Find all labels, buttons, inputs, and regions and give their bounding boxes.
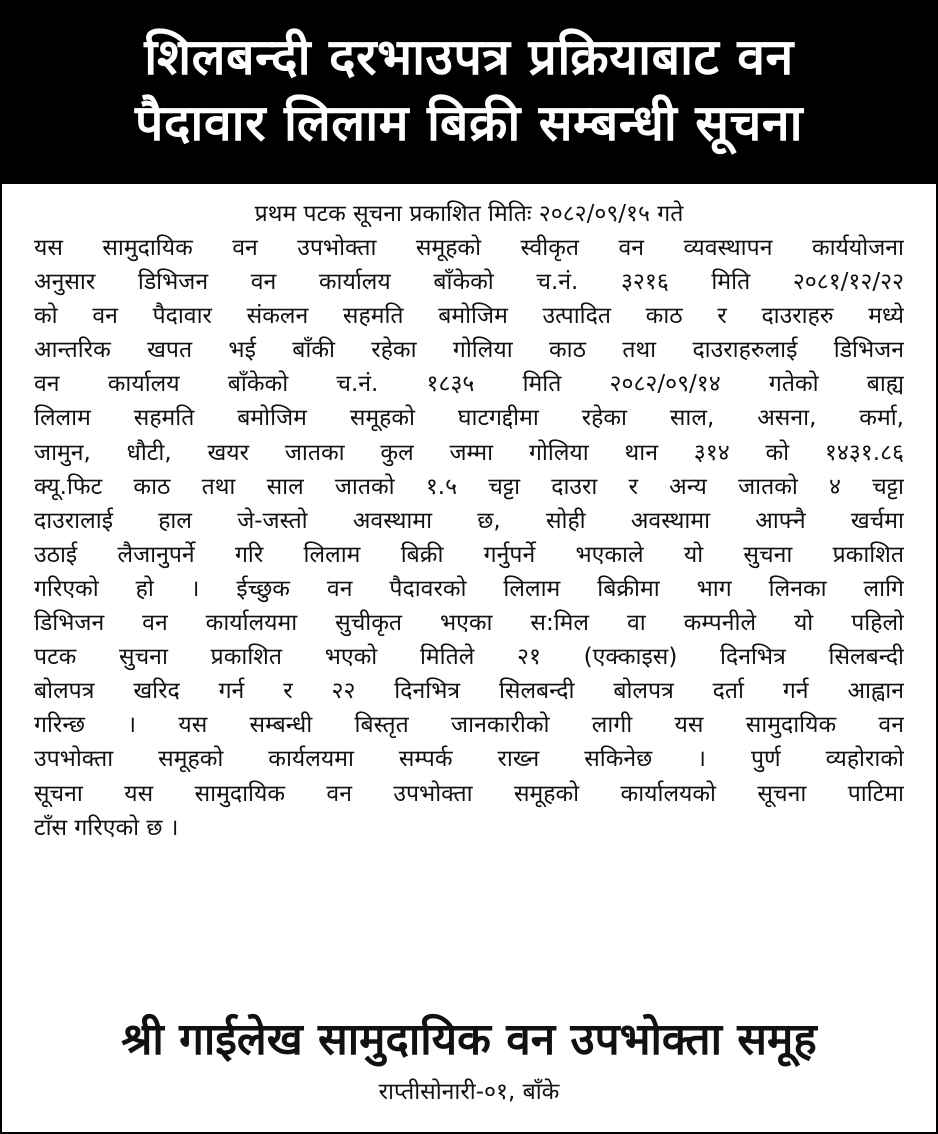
body-line: वन कार्यालय बाँकेको च.नं. १८३५ मिति २०८२/०९/१४ गतेको बाह्य: [34, 371, 904, 398]
body-line: यस सामुदायिक वन उपभोक्ता समूहको स्वीकृत वन व्यवस्थापन कार्ययोजना: [34, 235, 904, 261]
body-line: को वन पैदावार संकलन सहमति बमोजिम उत्पादित काठ र दाउराहरु मध्ये: [34, 303, 904, 330]
notice-title-line-2: पैदावार लिलाम बिक्री सम्बन्धी सूचना: [134, 94, 804, 152]
notice-body: [34, 197, 904, 845]
body-line: गरिएको हो । ईच्छुक वन पैदावरको लिलाम बिक्रीमा भाग लिनका लागि: [34, 575, 904, 602]
body-line: पटक सुचना प्रकाशित भएको मितिले २१ (एक्काइस) दिनभित्र सिलबन्दी: [34, 644, 904, 671]
body-line: अनुसार डिभिजन वन कार्यालय बाँकेको च.नं. ३२१६ मिति २०८१/१२/२२: [34, 269, 904, 296]
notice-header: [2, 2, 936, 184]
body-line: जामुन, धौटी, खयर जातका कुल जम्मा गोलिया थान ३१४ को १४३१.८६: [34, 439, 904, 466]
body-line: लिलाम सहमति बमोजिम समूहको घाटगद्दीमा रहेका साल, असना, कर्मा,: [34, 405, 904, 432]
body-line: आन्तरिक खपत भई बाँकी रहेका गोलिया काठ तथा दाउराहरुलाई डिभिजन: [34, 337, 904, 364]
body-line: दाउरालाई हाल जे-जस्तो अवस्थामा छ, सोही अवस्थामा आफ्नै खर्चमा: [34, 507, 904, 534]
publication-date: प्रथम पटक सूचना प्रकाशित मितिः २०८२/०९/१५ गते: [254, 201, 684, 227]
body-line: उठाई लैजानुपर्ने गरि लिलाम बिक्री गर्नुपर्ने भएकाले यो सुचना प्रकाशित: [34, 541, 904, 568]
body-line: क्यू.फिट काठ तथा साल जातको १.५ चट्टा दाउरा र अन्य जातको ४ चट्टा: [34, 473, 904, 500]
body-line: उपभोक्ता समूहको कार्यलयमा सम्पर्क राख्न सकिनेछ । पुर्ण व्यहोराको: [34, 746, 904, 773]
body-line: डिभिजन वन कार्यालयमा सुचीकृत भएका स:मिल वा कम्पनीले यो पहिलो: [34, 610, 904, 637]
body-line: गरिन्छ । यस सम्बन्धी बिस्तृत जानकारीको लागी यस सामुदायिक वन: [34, 712, 904, 739]
body-line: टाँस गरिएको छ ।: [34, 814, 179, 841]
notice-title-line-1: शिलबन्दी दरभाउपत्र प्रक्रियाबाट वन: [144, 28, 794, 86]
body-line: बोलपत्र खरिद गर्न र २२ दिनभित्र सिलबन्दी बोलपत्र दर्ता गर्न आह्वान: [34, 678, 904, 705]
organization-address: राप्तीसोनारी-०१, बाँके: [378, 1079, 560, 1105]
body-line: सूचना यस सामुदायिक वन उपभोक्ता समूहको कार्यालयको सूचना पाटिमा: [34, 780, 904, 807]
organization-name: श्री गाईलेख सामुदायिक वन उपभोक्ता समूह: [121, 1014, 817, 1065]
